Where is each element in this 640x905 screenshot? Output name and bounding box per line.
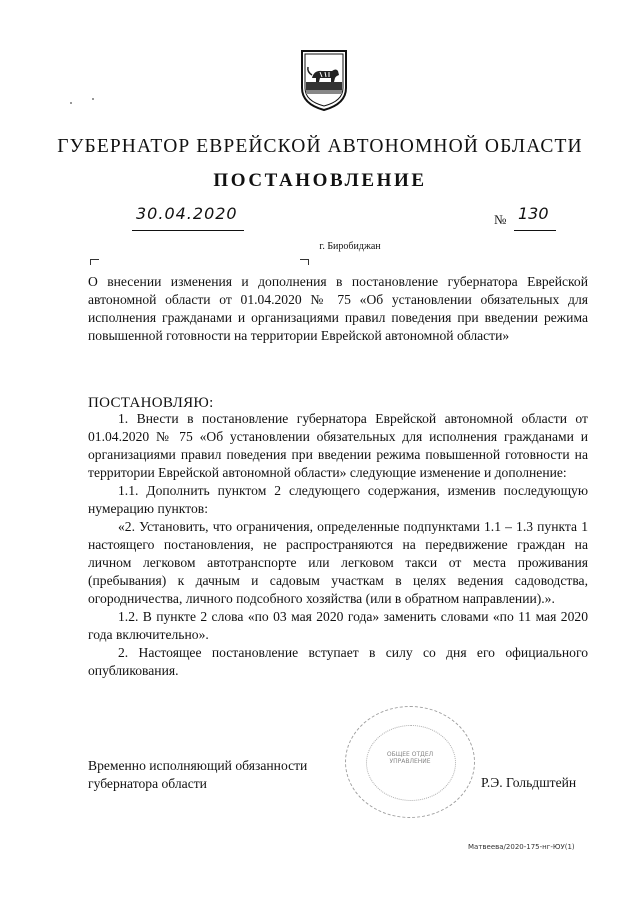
footer-code: Матвеева/2020-175-нг-ЮУ(1) bbox=[468, 843, 575, 851]
paragraph-1-2: 1.2. В пункте 2 слова «по 03 мая 2020 года» заменить словами «по 11 мая 2020 года включительно». bbox=[88, 609, 588, 642]
document-type: ПОСТАНОВЛЕНИЕ bbox=[213, 170, 427, 191]
document-subject bbox=[88, 273, 588, 345]
scan-speck bbox=[70, 102, 72, 104]
document-body bbox=[88, 410, 588, 680]
official-stamp bbox=[345, 706, 475, 818]
paragraph-2: 2. Настоящее постановление вступает в силу со дня его официального опубликования. bbox=[88, 645, 588, 678]
city: г. Биробиджан bbox=[319, 241, 381, 252]
document-number: 130 bbox=[518, 204, 549, 223]
corner-mark-right bbox=[300, 259, 309, 265]
signer-role: Временно исполняющий обязанности губернатора области bbox=[88, 758, 308, 791]
governor-title: ГУБЕРНАТОР ЕВРЕЙСКОЙ АВТОНОМНОЙ ОБЛАСТИ bbox=[57, 136, 583, 157]
coat-of-arms-tiger-icon bbox=[298, 48, 350, 112]
number-sign: № bbox=[494, 212, 507, 227]
paragraph-1-1: 1.1. Дополнить пунктом 2 следующего содержания, изменив последующую нумерацию пунктов: bbox=[88, 483, 588, 516]
document-date: 30.04.2020 bbox=[136, 204, 238, 223]
signer-name: Р.Э. Гольдштейн bbox=[481, 775, 577, 790]
scan-speck bbox=[92, 98, 94, 100]
decree-word: ПОСТАНОВЛЯЮ: bbox=[88, 395, 214, 411]
subject-text: О внесении изменения и дополнения в постановление губернатора Еврейской автономной области от 01.04.2020 № 75 «Об установлении обязательных для исполнения гражданами и организациями правил поведения при введении режима повышенной готовности на территории Еврейской автономной области» bbox=[88, 274, 588, 343]
corner-mark-left bbox=[90, 259, 99, 265]
paragraph-quoted-2: «2. Установить, что ограничения, определенные подпунктами 1.1 – 1.3 пункта 1 настоящего постановления, не распространяются на передвижение граждан на личном легковом автотранспорте или легковом такси от места проживания (пребывания) к дачным и садовым участкам в целях ведения садоводства, огородничества, личного подсобного хозяйства (или в обратном направлении).». bbox=[88, 519, 588, 606]
stamp-text: ОБЩЕЕ ОТДЕЛ УПРАВЛЕНИЕ bbox=[386, 751, 434, 765]
paragraph-1: 1. Внести в постановление губернатора Еврейской автономной области от 01.04.2020 № 75 «Об установлении обязательных для исполнения гражданами и организациями правил поведения при введении режима повышенной готовности на территории Еврейской автономной области» следующие изменение и дополнение: bbox=[88, 411, 588, 480]
